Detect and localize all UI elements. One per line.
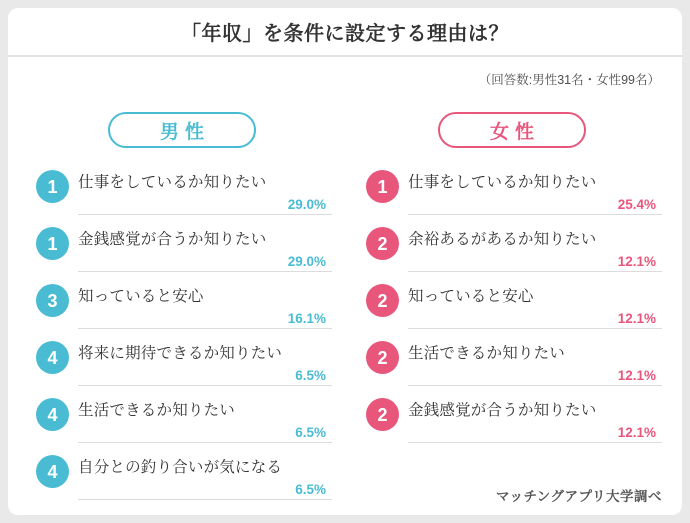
page-title: 「年収」を条件に設定する理由は？ xyxy=(181,23,509,45)
row-divider xyxy=(408,328,662,329)
row-divider xyxy=(408,214,662,215)
reason-label: 仕事をしているか知りたい xyxy=(78,174,267,191)
percent-value: 25.4% xyxy=(617,197,656,212)
row-divider xyxy=(78,385,332,386)
list-item xyxy=(352,394,672,451)
rank-badge: 2 xyxy=(366,284,399,317)
rank-badge: 4 xyxy=(36,398,69,431)
percent-value: 6.5% xyxy=(295,425,326,440)
female-ranking-list xyxy=(352,166,672,451)
rank-badge: 3 xyxy=(36,284,69,317)
reason-label: 仕事をしているか知りたい xyxy=(408,174,597,191)
row-divider xyxy=(78,214,332,215)
list-item xyxy=(22,394,342,451)
row-divider xyxy=(408,442,662,443)
chart-title-bar xyxy=(8,8,682,57)
reason-label: 知っていると安心 xyxy=(408,288,534,305)
male-ranking-list xyxy=(22,166,342,508)
list-item xyxy=(22,451,342,508)
male-column xyxy=(22,112,342,508)
list-item xyxy=(22,280,342,337)
list-item xyxy=(352,280,672,337)
percent-value: 12.1% xyxy=(617,368,656,383)
reason-label: 金銭感覚が合うか知りたい xyxy=(408,402,597,419)
list-item xyxy=(22,223,342,280)
rank-badge: 4 xyxy=(36,341,69,374)
reason-label: 余裕あるがあるか知りたい xyxy=(408,231,597,248)
rank-badge: 2 xyxy=(366,398,399,431)
list-item xyxy=(352,223,672,280)
reason-label: 自分との釣り合いが気になる xyxy=(78,459,283,476)
row-divider xyxy=(78,499,332,500)
reason-label: 生活できるか知りたい xyxy=(408,345,566,362)
reason-label: 生活できるか知りたい xyxy=(78,402,236,419)
percent-value: 12.1% xyxy=(617,425,656,440)
row-divider xyxy=(78,271,332,272)
percent-value: 6.5% xyxy=(295,482,326,497)
female-column xyxy=(352,112,672,451)
percent-value: 6.5% xyxy=(295,368,326,383)
row-divider xyxy=(408,271,662,272)
row-divider xyxy=(78,442,332,443)
rank-badge: 2 xyxy=(366,227,399,260)
row-divider xyxy=(78,328,332,329)
male-group-label: 男性 xyxy=(108,112,256,148)
percent-value: 12.1% xyxy=(617,311,656,326)
respondent-count-note: （回答数:男性31名・女性99名） xyxy=(478,73,660,87)
percent-value: 29.0% xyxy=(287,254,326,269)
list-item xyxy=(352,337,672,394)
percent-value: 12.1% xyxy=(617,254,656,269)
rank-badge: 1 xyxy=(366,170,399,203)
percent-value: 29.0% xyxy=(287,197,326,212)
source-credit: マッチングアプリ大学調べ xyxy=(496,489,662,504)
female-group-label: 女性 xyxy=(438,112,586,148)
rank-badge: 2 xyxy=(366,341,399,374)
percent-value: 16.1% xyxy=(287,311,326,326)
reason-label: 将来に期待できるか知りたい xyxy=(78,345,283,362)
rank-badge: 1 xyxy=(36,227,69,260)
list-item xyxy=(352,166,672,223)
reason-label: 金銭感覚が合うか知りたい xyxy=(78,231,267,248)
list-item xyxy=(22,337,342,394)
rank-badge: 4 xyxy=(36,455,69,488)
row-divider xyxy=(408,385,662,386)
chart-card xyxy=(8,8,682,515)
list-item xyxy=(22,166,342,223)
rank-badge: 1 xyxy=(36,170,69,203)
reason-label: 知っていると安心 xyxy=(78,288,204,305)
